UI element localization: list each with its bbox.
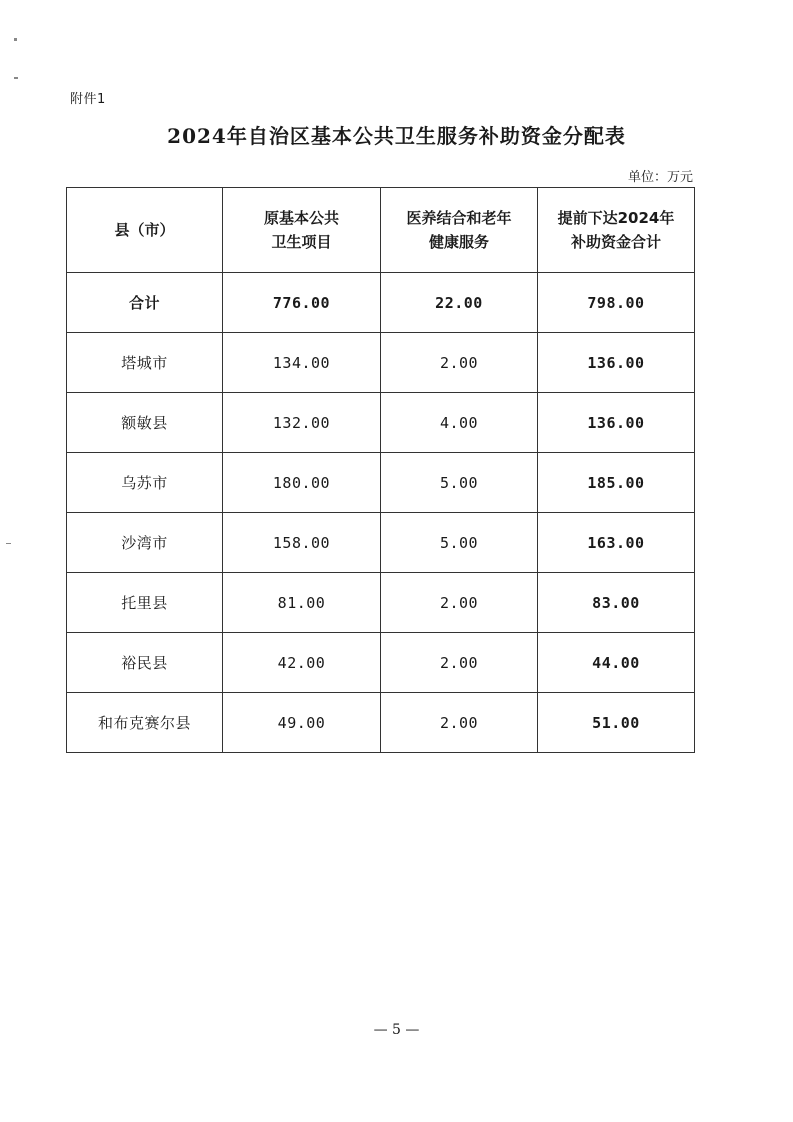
table-header-row bbox=[67, 188, 695, 273]
header-elderly-care bbox=[381, 188, 538, 273]
page-number: — 5 — bbox=[373, 1022, 420, 1038]
cell-original: 81.00 bbox=[223, 573, 381, 633]
cell-original: 134.00 bbox=[223, 333, 381, 393]
cell-original: 49.00 bbox=[223, 693, 381, 753]
header-total-line-1: 提前下达2024年 bbox=[557, 209, 675, 227]
header-total-line-2: 补助资金合计 bbox=[570, 233, 661, 251]
unit-label: 单位：万元 bbox=[627, 170, 693, 185]
cell-county: 沙湾市 bbox=[67, 513, 223, 573]
header-total-funds bbox=[538, 188, 695, 273]
cell-county: 合计 bbox=[67, 273, 223, 333]
cell-county: 托里县 bbox=[67, 573, 223, 633]
cell-total: 51.00 bbox=[538, 693, 695, 753]
table-row bbox=[67, 633, 695, 693]
table-row bbox=[67, 693, 695, 753]
cell-total: 163.00 bbox=[538, 513, 695, 573]
allocation-table bbox=[66, 187, 695, 753]
cell-elderly: 22.00 bbox=[381, 273, 538, 333]
cell-total: 185.00 bbox=[538, 453, 695, 513]
cell-county: 额敏县 bbox=[67, 393, 223, 453]
table-row bbox=[67, 573, 695, 633]
header-original-line-1: 原基本公共 bbox=[263, 209, 339, 227]
cell-total: 136.00 bbox=[538, 333, 695, 393]
cell-county: 塔城市 bbox=[67, 333, 223, 393]
cell-elderly: 4.00 bbox=[381, 393, 538, 453]
cell-total: 83.00 bbox=[538, 573, 695, 633]
header-original-line-2: 卫生项目 bbox=[271, 233, 332, 251]
cell-total: 798.00 bbox=[538, 273, 695, 333]
cell-elderly: 2.00 bbox=[381, 333, 538, 393]
header-county bbox=[67, 188, 223, 273]
table-row bbox=[67, 393, 695, 453]
cell-county: 乌苏市 bbox=[67, 453, 223, 513]
cell-original: 132.00 bbox=[223, 393, 381, 453]
cell-elderly: 5.00 bbox=[381, 513, 538, 573]
cell-original: 42.00 bbox=[223, 633, 381, 693]
scan-speck bbox=[14, 38, 17, 41]
header-elderly-line-2: 健康服务 bbox=[428, 233, 489, 251]
cell-elderly: 2.00 bbox=[381, 573, 538, 633]
cell-original: 158.00 bbox=[223, 513, 381, 573]
cell-original: 776.00 bbox=[223, 273, 381, 333]
cell-county: 和布克赛尔县 bbox=[67, 693, 223, 753]
cell-total: 44.00 bbox=[538, 633, 695, 693]
table-row-total bbox=[67, 273, 695, 333]
cell-elderly: 5.00 bbox=[381, 453, 538, 513]
scan-speck bbox=[6, 543, 11, 544]
header-elderly-line-1: 医养结合和老年 bbox=[406, 209, 512, 227]
cell-elderly: 2.00 bbox=[381, 693, 538, 753]
header-county-line-1: 县（市） bbox=[114, 221, 175, 239]
table-row bbox=[67, 513, 695, 573]
cell-elderly: 2.00 bbox=[381, 633, 538, 693]
header-original-project bbox=[223, 188, 381, 273]
annex-label: 附件1 bbox=[70, 92, 106, 107]
cell-original: 180.00 bbox=[223, 453, 381, 513]
cell-total: 136.00 bbox=[538, 393, 695, 453]
document-title: 2024年自治区基本公共卫生服务补助资金分配表 bbox=[167, 124, 626, 148]
table-row bbox=[67, 453, 695, 513]
cell-county: 裕民县 bbox=[67, 633, 223, 693]
scan-speck bbox=[14, 77, 18, 79]
table-row bbox=[67, 333, 695, 393]
